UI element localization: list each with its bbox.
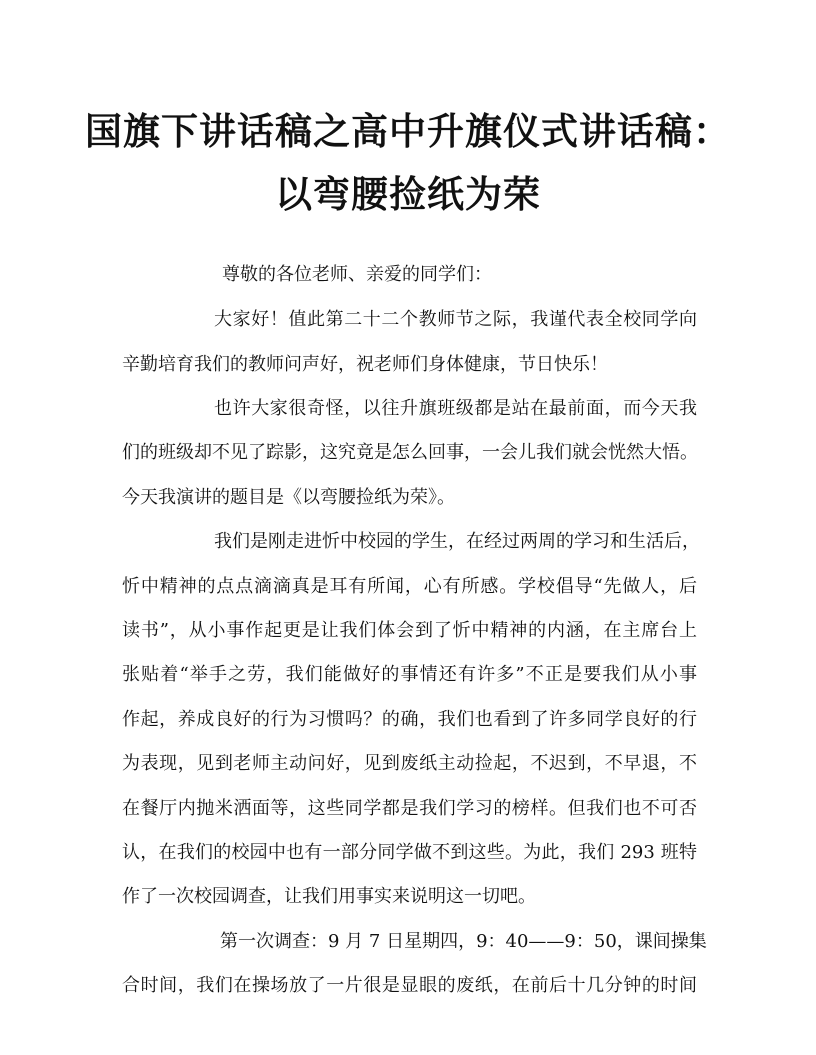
paragraph-line: 我们是刚走进忻中校园的学生，在经过两周的学习和生活后， — [214, 531, 700, 552]
paragraph-line: 今天我演讲的题目是《以弯腰捡纸为荣》。 — [122, 487, 455, 508]
paragraph-line: 大家好！值此第二十二个教师节之际，我谨代表全校同学向 — [214, 309, 697, 330]
paragraph-line: 张贴着“举手之劳，我们能做好的事情还有许多”不正是要我们从小事 — [122, 664, 697, 685]
paragraph-line: 辛勤培育我们的教师问声好，祝老师们身体健康，节日快乐！ — [122, 354, 608, 375]
paragraph-line: 忻中精神的点点滴滴真是耳有所闻，心有所感。学校倡导“先做人，后 — [122, 576, 697, 597]
document-title-line-1: 国旗下讲话稿之高中升旗仪式讲话稿： — [85, 109, 731, 153]
paragraph-line: 读书”，从小事作起更是让我们体会到了忻中精神的内涵，在主席台上 — [122, 620, 697, 641]
paragraph-line: 作了一次校园调查，让我们用事实来说明这一切吧。 — [122, 886, 536, 907]
paragraph-line: 为表现，见到老师主动问好，见到废纸主动捡起，不迟到，不早退，不 — [122, 753, 697, 774]
paragraph-line: 第一次调查：9 月 7 日星期四，9：40——9：50，课间操集 — [220, 931, 707, 952]
paragraph-line: 认，在我们的校园中也有一部分同学做不到这些。为此，我们 293 班特 — [122, 842, 697, 863]
paragraph-line: 在餐厅内抛米洒面等，这些同学都是我们学习的榜样。但我们也不可否 — [122, 798, 697, 819]
paragraph-line: 们的班级却不见了踪影，这究竟是怎么回事，一会儿我们就会恍然大悟。 — [122, 442, 698, 463]
document-title-line-2: 以弯腰捡纸为荣 — [275, 172, 541, 216]
paragraph-line: 作起，养成良好的行为习惯吗？的确，我们也看到了许多同学良好的行 — [122, 709, 697, 730]
paragraph-line: 也许大家很奇怪，以往升旗班级都是站在最前面，而今天我 — [214, 398, 697, 419]
paragraph-line: 合时间，我们在操场放了一片很是显眼的废纸，在前后十几分钟的时间 — [122, 975, 697, 996]
salutation-line: 尊敬的各位老师、亲爱的同学们： — [222, 264, 492, 285]
